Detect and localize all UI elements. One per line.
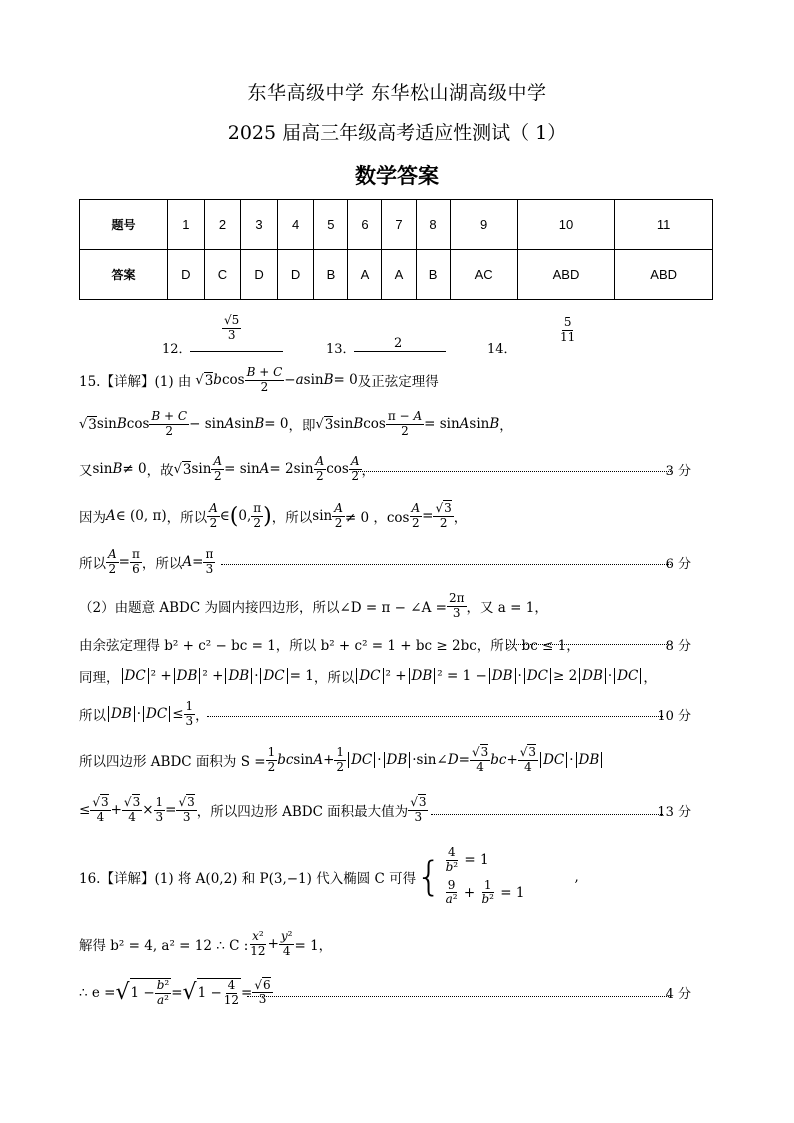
exam-title: 2025 届高三年级高考适应性测试（ 1） <box>227 122 567 144</box>
q16-line-3: ∴ e = √ 1 − $\frac{\text{b²}}{\text{a²}}$ = √ 1 − $\frac{4}{12}$ = $\frac{√6}{3}$ 4 分 <box>79 977 691 1007</box>
score-13: 13 分 <box>657 804 691 820</box>
q15-line-4: 因为 A ∈ (0, π) ，所以 $\frac{A}{2}$ ∈ ( 0, $\frac{\pi}{2}$ ) ，所以 sin $\frac{A}{2}$ ≠ 0 ，cos $\frac{A}{2}$ = $\frac{√3}{2}$ ， <box>79 501 468 530</box>
school-name: 东华高级中学 东华松山湖高级中学 <box>247 82 547 104</box>
q14-answer: $\frac{5}{11}$ <box>560 315 576 344</box>
subject-title: 数学答案 <box>355 163 439 188</box>
score-6: 6 分 <box>665 556 691 572</box>
q15-line-9: 所以 DB · DC ≤ $\frac{1}{3}$ ， 10 分 <box>79 699 691 728</box>
table-cell: 9 <box>450 200 517 250</box>
q15-line-7: 由余弦定理得 b² + c² − bc = 1，所以 b² + c² = 1 + bc ≥ 2bc，所以 bc ≤ 1， 8 分 <box>79 634 691 654</box>
question-number-row <box>80 200 713 250</box>
q15-line-3: 又 sin B ≠ 0 ，故 √ 3 sin $\frac{A}{2}$ = sin A = 2sin $\frac{A}{2}$ cos $\frac{A}{2}$ ， 3 分 <box>79 454 691 483</box>
table-cell: 11 <box>615 200 713 250</box>
q15-line-8: 同理， DC ² + DB ² + DB · DC = 1 ，所以 DC ² + DB ² = 1 − DB · DC ≥ 2 DB · DC ， <box>79 668 657 686</box>
q13-answer: 2 <box>394 336 403 351</box>
score-8: 8 分 <box>665 638 691 654</box>
table-cell: D <box>277 250 314 300</box>
table-cell: D <box>241 250 278 300</box>
q12-underline <box>190 351 283 352</box>
table-cell: 2 <box>204 200 241 250</box>
table-cell: 10 <box>517 200 615 250</box>
table-cell: 8 <box>416 200 450 250</box>
table-cell: 5 <box>314 200 348 250</box>
fill-blank-answers <box>0 313 794 357</box>
table-cell: 6 <box>348 200 382 250</box>
score-4: 4 分 <box>665 987 691 1003</box>
score-3: 3 分 <box>665 463 691 479</box>
q15-line-11: ≤ $\frac{√3}{4}$ + $\frac{√3}{4}$ × $\frac{1}{3}$ = $\frac{√3}{3}$ ，所以四边形 ABDC 面积最大值为 $\frac{√3}{3}$ 13 分 <box>79 795 691 824</box>
table-cell: 3 <box>241 200 278 250</box>
row-label-answer: 答案 <box>80 250 168 300</box>
q14-label: 14． <box>487 342 517 357</box>
table-cell: D <box>168 250 205 300</box>
q15-line-10: 所以四边形 ABDC 面积为 S = $\frac{1}{2}$ bc sin A + $\frac{1}{2}$ DC · DB ·sin∠ D = $\frac{√3}{4}$ bc + $\frac{√3}{4}$ DC · DB <box>79 746 604 775</box>
q15-line-5: 所以 $\frac{A}{2}$ = $\frac{\pi}{6}$ ，所以 A = $\frac{\pi}{3}$ 6 分 <box>79 547 691 576</box>
q12-label: 12． <box>162 342 192 357</box>
q13-label: 13． <box>326 342 356 357</box>
q15-part-2: （2）由题意 ABDC 为圆内接四边形，所以∠D = π − ∠A = $\frac{2\pi}{3}$ ，又 a = 1， <box>79 591 548 620</box>
table-cell: C <box>204 250 241 300</box>
q16-line-2: 解得 b² = 4, a² = 12 ∴ C : $\frac{\text{x²}}{12}$ + $\frac{\text{y²}}{4}$ = 1， <box>79 929 333 958</box>
q16-line-1: 16.【详解】(1) 将 A(0,2) 和 P(3,−1) 代入椭圆 C 可得 { $\frac{4}{\text{b²}}$ = 1 $\frac{9}{\text{a²}}$ + $\frac{1}{\text{b²}}$ = 1 , <box>79 845 579 907</box>
row-label-question: 题号 <box>80 200 168 250</box>
table-cell: B <box>416 250 450 300</box>
q13-underline <box>354 351 446 352</box>
table-cell: 1 <box>168 200 205 250</box>
score-10: 10 分 <box>657 708 691 724</box>
q15-line-1: 15.【详解】(1) 由 √ 3 b cos $\frac{B + C}{2}$ − a sin B = 0 及正弦定理得 <box>79 365 439 394</box>
table-cell: ABD <box>615 250 713 300</box>
q12-answer: $\frac{√5}{3}$ <box>224 313 240 342</box>
table-cell: 7 <box>382 200 416 250</box>
table-cell: B <box>314 250 348 300</box>
table-cell: A <box>382 250 416 300</box>
q15-line-2: √ 3 sin B cos $\frac{B + C}{2}$ − sin A sin B = 0 ，即 √ 3 sin B cos $\frac{\pi - A}{2}$ = sin A sin B ， <box>79 409 513 438</box>
table-cell: AC <box>450 250 517 300</box>
table-cell: A <box>348 250 382 300</box>
answer-row <box>80 250 713 300</box>
table-cell: 4 <box>277 200 314 250</box>
table-cell: ABD <box>517 250 615 300</box>
answer-table <box>79 199 713 300</box>
